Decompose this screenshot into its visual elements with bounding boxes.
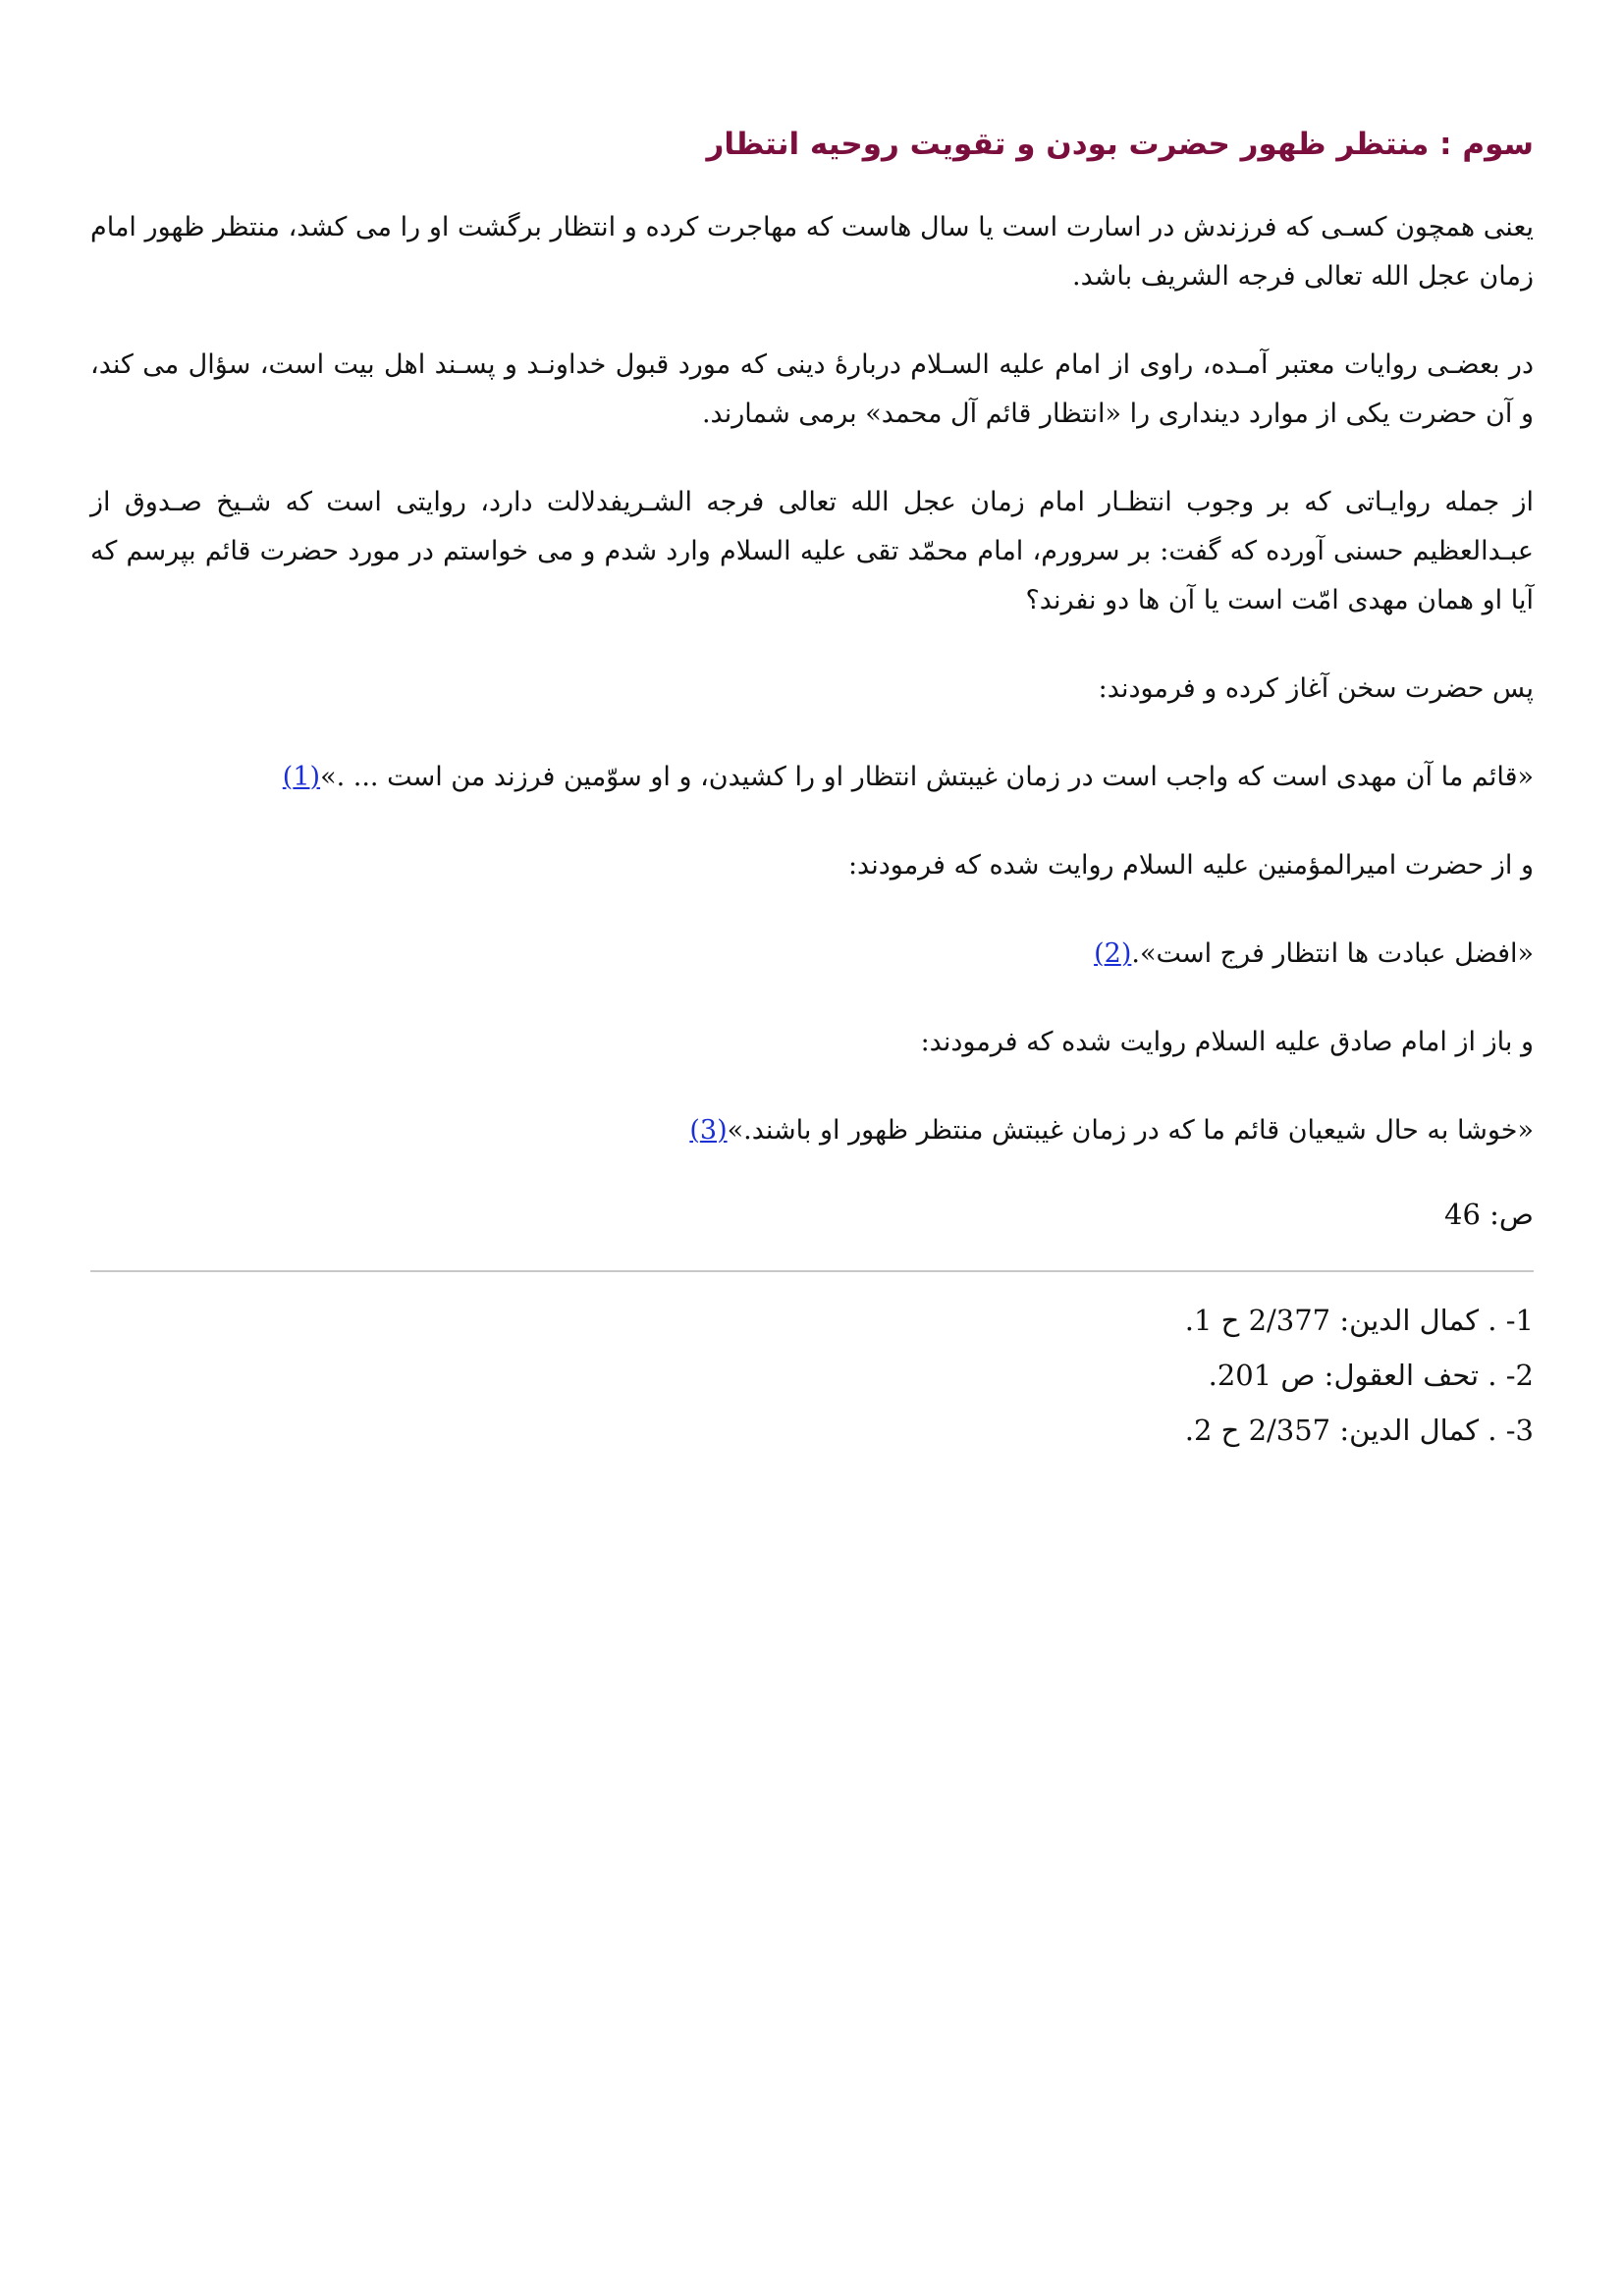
- paragraph-7: [90, 930, 1534, 979]
- paragraph-1-text: یعنی همچون کسـی که فرزندش در اسارت است یا سال هاست که مهاجرت کرده و انتظار برگشت او را می کشد، منتظر ظهور امام زمان عجل الله تعالی فرجه الشریف باشد.: [90, 212, 1534, 293]
- paragraph-7-text: «افضل عبادت ها انتظار فرج است».: [1131, 938, 1534, 970]
- footnote-link-1[interactable]: (1): [282, 762, 321, 793]
- paragraph-4-text: پس حضرت سخن آغاز کرده و فرمودند:: [1098, 673, 1534, 705]
- footnote-2: 2- . تحف العقول: ص 201.: [1208, 1358, 1534, 1392]
- footnote-list: [90, 1298, 1534, 1453]
- footnote-1: 1- . کمال الدین: 2/377 ح 1.: [1184, 1303, 1534, 1337]
- footnote-link-2[interactable]: (2): [1094, 938, 1132, 970]
- footnote-3: 3- . کمال الدین: 2/357 ح 2.: [1184, 1413, 1534, 1447]
- paragraph-5: [90, 753, 1534, 802]
- page-number: ص: 46: [1444, 1198, 1534, 1232]
- paragraph-4: [90, 665, 1534, 714]
- paragraph-8-text: و باز از امام صادق علیه السلام روایت شده که فرمودند:: [920, 1027, 1534, 1058]
- paragraph-3-text: از جمله روایـاتی که بر وجوب انتظـار امام زمان عجل الله تعالی فرجه الشـریفدلالت دارد، روایتی است که شـیخ صـدوق از عبـدالعظیم حسنی آورده که گفت: بر سرورم، امام محمّد تقی علیه السلام وارد شدم و می خواستم در مورد حضرت قائم بپرسم که آیا او همان مهدی امّت است یا آن ها دو نفرند؟: [90, 487, 1534, 616]
- paragraph-6-text: و از حضرت امیرالمؤمنین علیه السلام روایت شده که فرمودند:: [847, 850, 1534, 881]
- paragraph-3: [90, 478, 1534, 625]
- footnote-link-3[interactable]: (3): [689, 1115, 728, 1147]
- paragraph-9: [90, 1106, 1534, 1155]
- paragraph-9-text: «خوشا به حال شیعیان قائم ما که در زمان غیبتش منتظر ظهور او باشند.»: [727, 1115, 1534, 1147]
- paragraph-8: [90, 1018, 1534, 1067]
- paragraph-5-text: «قائم ما آن مهدی است که واجب است در زمان غیبتش انتظار او را کشیدن، و او سوّمین فرزند من است ... .»: [320, 762, 1534, 793]
- paragraph-6: [90, 841, 1534, 890]
- footnote-divider: [90, 1270, 1534, 1272]
- document-page: [90, 98, 1534, 1463]
- paragraph-2: [90, 341, 1534, 439]
- paragraph-2-text: در بعضـی روایات معتبر آمـده، راوی از امام علیه السـلام دربارۀ دینی که مورد قبول خداونـد و پسـند اهل بیت است، سؤال می کند، و آن حضرت یکی از موارد دینداری را «انتظار قائم آل محمد» برمی شمارند.: [90, 349, 1534, 430]
- paragraph-1: [90, 203, 1534, 301]
- section-heading: سوم : منتظر ظهور حضرت بودن و تقویت روحیه انتظار: [706, 127, 1534, 162]
